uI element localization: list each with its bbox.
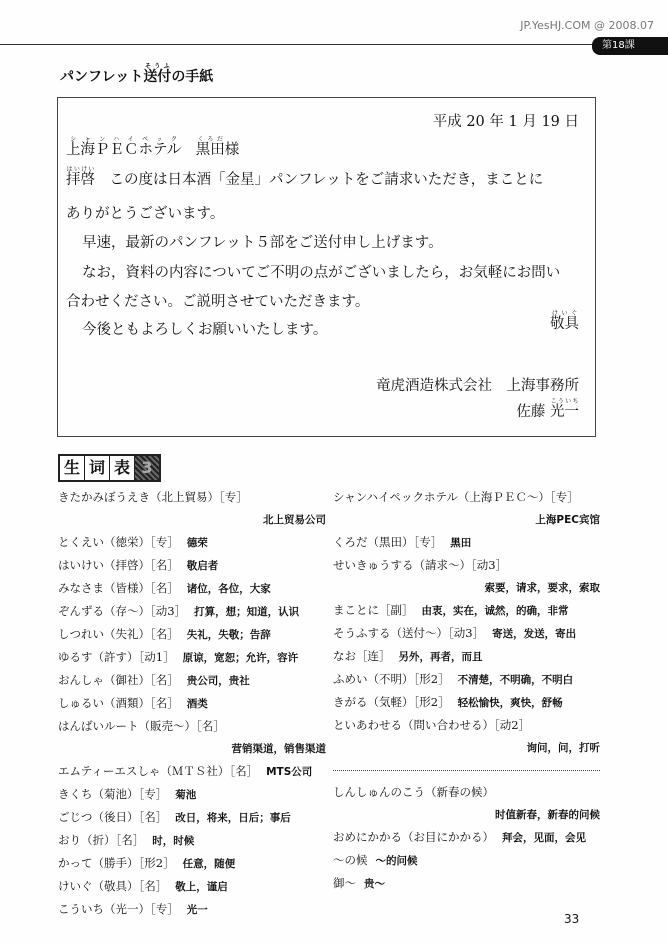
vocab-meaning: 不清楚，不明确，不明白 xyxy=(457,674,574,686)
vocab-entry xyxy=(333,645,600,668)
vocab-entry xyxy=(333,781,600,803)
vocab-entry xyxy=(58,806,326,829)
vocab-meaning: 菊池 xyxy=(175,789,197,801)
vocab-word: ～の候 xyxy=(333,853,368,867)
vocab-word: はんばいルート（販売～）［名］ xyxy=(58,719,225,733)
vocab-meaning: 时值新春，新春的问候 xyxy=(495,809,600,821)
vocab-entry xyxy=(333,872,600,895)
vocab-word: エムティーエスしゃ（ＭＴＳ社）［名］ xyxy=(58,764,259,778)
vocab-meaning: 北上贸易公司 xyxy=(263,514,326,526)
signer-ruby: こういち xyxy=(550,398,579,405)
addressee-ruby: シャンハイペック xyxy=(66,136,182,143)
vocab-meaning: 敬启者 xyxy=(186,560,219,572)
vocab-entry xyxy=(333,668,600,691)
vocab-column-right xyxy=(333,486,600,895)
greeting-ruby: はいけい xyxy=(66,166,95,173)
vocab-word: ゆるす（許す）［动1］ xyxy=(58,650,175,664)
vocab-entry xyxy=(58,829,326,852)
vocab-entry xyxy=(58,577,326,600)
vocab-meaning: 上海PEC宾馆 xyxy=(535,514,600,526)
vocab-word: ぞんずる（存～）［动3］ xyxy=(58,604,187,618)
vocab-column-left xyxy=(58,486,326,921)
vocab-entry xyxy=(333,826,600,849)
signer-surname: 佐藤 xyxy=(516,404,550,420)
letter-closing xyxy=(550,310,579,333)
vocab-entry xyxy=(58,715,326,737)
vocab-word: しつれい（失礼）［名］ xyxy=(58,627,179,641)
vocab-list-right xyxy=(333,486,600,759)
vocab-entry xyxy=(58,531,326,554)
vocab-meaning: 黑田 xyxy=(450,537,472,549)
vocab-word: シャンハイペックホテル（上海ＰＥＣ～）［专］ xyxy=(333,490,579,504)
vocab-entry xyxy=(333,554,600,576)
vocab-meaning-line xyxy=(58,508,326,531)
vocab-meaning-line xyxy=(58,737,326,760)
vocab-word: 御～ xyxy=(333,876,356,890)
greeting: 拝啓 xyxy=(66,172,95,188)
vocab-entry xyxy=(58,486,326,508)
vocab-meaning-line xyxy=(333,576,600,599)
vocab-entry xyxy=(58,852,326,875)
vocab-meaning-line xyxy=(333,736,600,759)
closing-ruby: けいぐ xyxy=(550,310,579,317)
vocab-entry xyxy=(58,760,326,783)
vocab-meaning-line xyxy=(333,803,600,826)
vocab-meaning: 寄送，发送，寄出 xyxy=(492,628,577,640)
vocab-meaning: 另外，再者，而且 xyxy=(398,651,483,663)
vocab-meaning: 任意，随便 xyxy=(182,858,236,870)
vocab-word: きたかみぼうえき（北上貿易）［专］ xyxy=(58,490,248,504)
vocab-word: おめにかかる（お目にかかる） xyxy=(333,830,494,844)
vocab-word: きくち（菊池）［专］ xyxy=(58,787,168,801)
vocab-entry xyxy=(333,486,600,508)
letter-para-3b: 合わせください。ご説明させていただきます。 xyxy=(66,294,370,310)
vocab-word: しんしゅんのこう（新春の候） xyxy=(333,785,494,799)
letter-para-4: 今後ともよろしくお願いいたします。 xyxy=(82,322,328,338)
vocab-word: まことに［副］ xyxy=(333,603,414,617)
vocab-entry xyxy=(58,554,326,577)
vocab-entry xyxy=(58,669,326,692)
vocab-meaning: 打算，想；知道，认识 xyxy=(194,606,300,618)
letter-box xyxy=(57,97,596,437)
vocab-meaning: 询问，问，打听 xyxy=(526,742,600,754)
vocab-entry xyxy=(58,875,326,898)
vocab-meaning: 光一 xyxy=(186,904,208,916)
vocab-word: ふめい（不明）［形2］ xyxy=(333,672,450,686)
vocab-entry xyxy=(333,622,600,645)
vocab-entry xyxy=(333,714,600,736)
vocab-meaning: 诸位，各位，大家 xyxy=(186,583,271,595)
vocab-list-extra xyxy=(333,781,600,895)
addressee-name: 黒田 xyxy=(195,142,225,158)
vocab-meaning: 原谅，宽恕；允许，容许 xyxy=(182,652,299,664)
title-text-end: の手紙 xyxy=(171,69,214,85)
letter-para-1 xyxy=(66,166,543,189)
watermark: JP.YesHJ.COM @ 2008.07 xyxy=(520,19,654,32)
vocab-word: せいきゅうする（請求～）［动3］ xyxy=(333,558,508,572)
letter-date: 平成 20 年 1 月 19 日 xyxy=(432,114,579,130)
vocab-entry xyxy=(58,692,326,715)
vocab-word: とくえい（徳栄）［专］ xyxy=(58,535,179,549)
vocab-entry xyxy=(333,691,600,714)
letter-para-3: なお，資料の内容についてご不明の点がございましたら，お気軽にお問い xyxy=(82,265,561,281)
vocab-word: けいぐ（敬具）［名］ xyxy=(58,879,168,893)
addressee-honorific: 様 xyxy=(224,142,240,158)
addressee-name-ruby: くろだ xyxy=(195,136,225,143)
closing-text: 敬具 xyxy=(550,316,579,332)
vocab-word: かって（勝手）［形2］ xyxy=(58,856,175,870)
vocab-meaning: 贵～ xyxy=(364,878,385,890)
vocab-word: はいけい（拝啓）［名］ xyxy=(58,558,179,572)
addressee-hotel: 上海ＰＥＣホテル xyxy=(66,142,182,158)
vocab-word: こういち（光一）［专］ xyxy=(58,902,179,916)
title-text: パンフレット xyxy=(60,69,144,85)
letter-addressee xyxy=(66,136,239,159)
letter-para-1b: ありがとうございます。 xyxy=(66,206,225,222)
vocab-meaning: 时，时候 xyxy=(152,835,195,847)
vocab-meaning: 改日，将来，日后；事后 xyxy=(175,812,291,824)
vocab-meaning: 敬上，谨启 xyxy=(175,881,228,893)
vocab-meaning: 德荣 xyxy=(186,537,208,549)
vocab-word: くろだ（黒田）［专］ xyxy=(333,535,443,549)
vocab-entry xyxy=(333,849,600,872)
vocab-entry xyxy=(333,531,600,554)
vocab-meaning: 失礼，失敬；告辞 xyxy=(186,629,271,641)
vocab-entry xyxy=(58,600,326,623)
vocab-meaning: 索要，请求，要求，索取 xyxy=(484,582,600,594)
vocab-word: ごじつ（後日）［名］ xyxy=(58,810,168,824)
title-ruby: そうふ xyxy=(143,63,172,70)
vocab-meaning: 由衷，实在，诚然，的确，非常 xyxy=(421,605,569,617)
vocab-entry xyxy=(58,898,326,921)
title-ruby-base: 送付 xyxy=(143,69,172,85)
vocab-header-char: 词 xyxy=(85,456,110,480)
vocab-word: みなさま（皆様）［名］ xyxy=(58,581,179,595)
vocab-entry xyxy=(58,646,326,669)
vocab-entry xyxy=(333,599,600,622)
header-rule xyxy=(0,44,600,45)
vocab-meaning: 酒类 xyxy=(186,698,208,710)
vocab-word: なお［连］ xyxy=(333,649,391,663)
vocab-word: そうふする（送付～）［动3］ xyxy=(333,626,485,640)
dotted-divider xyxy=(333,770,600,771)
vocab-header-char: 生 xyxy=(60,456,85,480)
vocab-meaning-line xyxy=(333,508,600,531)
vocab-meaning: ～的问候 xyxy=(375,855,418,867)
section-title xyxy=(60,63,213,86)
vocab-meaning: MTS公司 xyxy=(266,766,313,778)
para-1-text: この度は日本酒「金星」パンフレットをご請求いただき，まことに xyxy=(95,172,544,188)
vocab-word: きがる（気軽）［形2］ xyxy=(333,695,450,709)
letter-company: 竜虎酒造株式会社 上海事務所 xyxy=(376,378,579,394)
vocab-meaning: 拜会，见面，会见 xyxy=(502,832,586,844)
vocab-word: しゅるい（酒類）［名］ xyxy=(58,696,179,710)
letter-para-2: 早速，最新のパンフレット５部をご送付申し上げます。 xyxy=(82,235,443,251)
lesson-tab: 第18課 xyxy=(592,37,668,55)
vocab-meaning: 贵公司，贵社 xyxy=(186,675,250,687)
vocab-word: おり（折）［名］ xyxy=(58,833,145,847)
vocab-header-number: 3 xyxy=(135,456,159,480)
vocab-entry xyxy=(58,783,326,806)
vocab-word: おんしゃ（御社）［名］ xyxy=(58,673,179,687)
signer-given: 光一 xyxy=(550,404,579,420)
vocab-meaning: 轻松愉快，爽快，舒畅 xyxy=(457,697,563,709)
vocab-meaning: 营销渠道，销售渠道 xyxy=(231,743,326,755)
vocab-entry xyxy=(58,623,326,646)
vocab-header xyxy=(58,454,161,482)
vocab-header-char: 表 xyxy=(110,456,135,480)
vocab-word: といあわせる（問い合わせる）［动2］ xyxy=(333,718,531,732)
letter-signer xyxy=(516,398,579,421)
page-number: 33 xyxy=(564,912,580,926)
